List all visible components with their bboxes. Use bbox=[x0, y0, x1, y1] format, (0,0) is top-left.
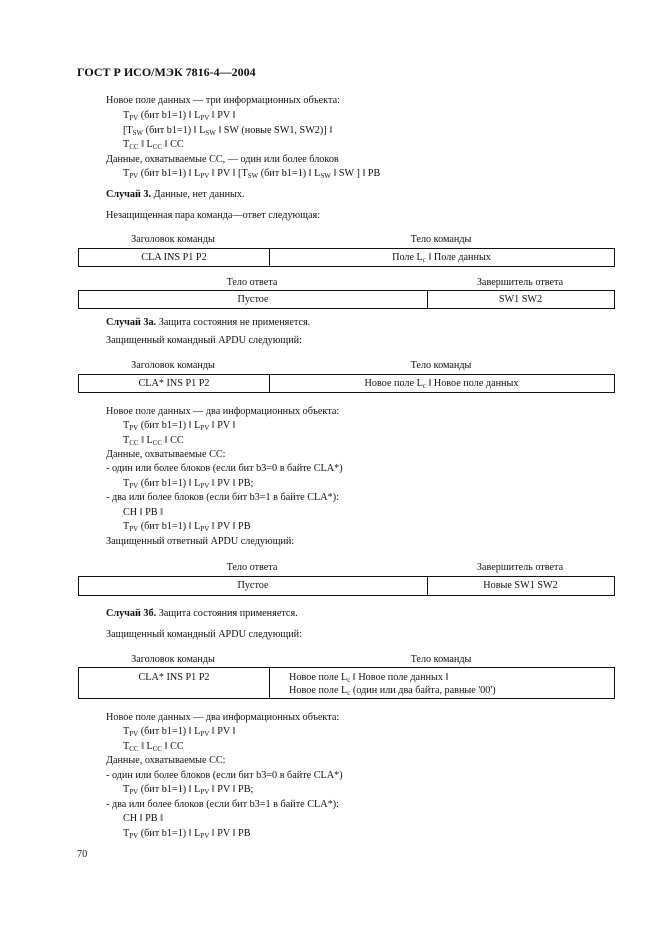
paragraph-protected-command: Защищенный командный APDU следующий: bbox=[106, 335, 302, 346]
command-table bbox=[78, 248, 615, 267]
formula-line: $T_{CC}$ ‖ $L_{CC}$ ‖ CC bbox=[123, 741, 184, 753]
paragraph-cc-data: Данные, охватываемые CC, — один или более блоков bbox=[106, 154, 339, 165]
case-3b-heading: Случай 3б. Защита состояния применяется. bbox=[106, 608, 298, 619]
list-item: - один или более блоков (если бит b3=0 в байте CLA*) bbox=[106, 770, 343, 781]
column-header: Заголовок команды bbox=[131, 234, 215, 245]
page-number: 70 bbox=[77, 849, 88, 860]
table-cell: CLA INS P1 P2 bbox=[141, 251, 207, 263]
table-cell: SW1 SW2 bbox=[498, 293, 543, 305]
formula-line: $T_{CC}$ ‖ $L_{CC}$ ‖ CC bbox=[123, 435, 184, 447]
command-table bbox=[78, 374, 615, 393]
formula-line: CH ‖ PB ‖ bbox=[123, 507, 163, 518]
column-header: Тело команды bbox=[410, 654, 472, 665]
formula-line: $T_{PV}$ (бит b1=1) ‖ $L_{PV}$ ‖ PV ‖ bbox=[123, 420, 236, 432]
table-cell: CLA* INS P1 P2 bbox=[138, 672, 210, 683]
formula-line: $T_{PV}$ (бит b1=1) ‖ $L_{PV}$ ‖ PV ‖ bbox=[123, 110, 236, 122]
column-header: Тело команды bbox=[410, 360, 472, 371]
paragraph-protected-command: Защищенный командный APDU следующий: bbox=[106, 629, 302, 640]
table-cell: Новое поле $L_c$ ‖ Новое поле данных bbox=[364, 377, 519, 390]
table-cell: Новое поле $L_c$ ‖ Новое поле данных ‖ Новое поле $L_c$ (один или два байта, равные '00') bbox=[289, 672, 496, 697]
formula-line: $T_{PV}$ (бит b1=1) ‖ $L_{PV}$ ‖ PV ‖ PB bbox=[123, 521, 251, 533]
table-cell: Пустое bbox=[237, 293, 269, 305]
table-cell: Пустое bbox=[237, 580, 269, 591]
paragraph-protected-response: Защищенный ответный APDU следующий: bbox=[106, 536, 295, 547]
table-cell: CLA* INS P1 P2 bbox=[138, 377, 210, 389]
formula-line: $T_{PV}$ (бит b1=1) ‖ $L_{PV}$ ‖ PV ‖ PB; bbox=[123, 784, 254, 796]
command-table bbox=[78, 667, 615, 699]
paragraph-unprotected: Незащищенная пара команда—ответ следующая: bbox=[106, 210, 321, 221]
column-header: Тело ответа bbox=[226, 562, 278, 573]
column-header: Тело команды bbox=[410, 234, 472, 245]
paragraph-cc-data: Данные, охватываемые CC: bbox=[106, 449, 226, 460]
paragraph-cc-data: Данные, охватываемые CC: bbox=[106, 755, 226, 766]
response-table bbox=[78, 290, 615, 309]
column-header: Завершитель ответа bbox=[476, 277, 564, 288]
formula-line: $T_{CC}$ ‖ $L_{CC}$ ‖ CC bbox=[123, 139, 184, 151]
column-header: Тело ответа bbox=[226, 277, 278, 288]
formula-line: $T_{PV}$ (бит b1=1) ‖ $L_{PV}$ ‖ PV ‖ PB bbox=[123, 828, 251, 840]
paragraph-new-data-field: Новое поле данных — три информационных объекта: bbox=[106, 95, 340, 106]
list-item: - два или более блоков (если бит b3=1 в байте CLA*): bbox=[106, 799, 339, 810]
response-table bbox=[78, 576, 615, 596]
case-3-heading: Случай 3. Данные, нет данных. bbox=[106, 189, 245, 200]
paragraph-new-data-field: Новое поле данных — два информационных объекта: bbox=[106, 712, 340, 723]
formula-line: $T_{PV}$ (бит b1=1) ‖ $L_{PV}$ ‖ PV ‖ [$T_{SW}$ (бит b1=1) ‖ $L_{SW}$ ‖ SW ] ‖ PB bbox=[123, 168, 381, 180]
table-cell: Поле $L_c$ ‖ Поле данных bbox=[392, 251, 491, 264]
column-header: Заголовок команды bbox=[131, 360, 215, 371]
column-header: Заголовок команды bbox=[131, 654, 215, 665]
formula-line: $T_{PV}$ (бит b1=1) ‖ $L_{PV}$ ‖ PV ‖ PB; bbox=[123, 478, 254, 490]
column-header: Завершитель ответа bbox=[476, 562, 564, 573]
table-cell: Новые SW1 SW2 bbox=[483, 580, 558, 591]
paragraph-new-data-field: Новое поле данных — два информационных объекта: bbox=[106, 406, 340, 417]
list-item: - два или более блоков (если бит b3=1 в байте CLA*): bbox=[106, 492, 339, 503]
case-3a-heading: Случай 3а. Защита состояния не применяется. bbox=[106, 317, 311, 328]
formula-line: $T_{PV}$ (бит b1=1) ‖ $L_{PV}$ ‖ PV ‖ bbox=[123, 726, 236, 738]
formula-line: CH ‖ PB ‖ bbox=[123, 813, 163, 824]
formula-line: [$T_{SW}$ (бит b1=1) ‖ $L_{SW}$ ‖ SW (новые SW1, SW2)] ‖ bbox=[123, 125, 333, 137]
document-header: ГОСТ Р ИСО/МЭК 7816-4—2004 bbox=[77, 65, 256, 79]
list-item: - один или более блоков (если бит b3=0 в байте CLA*) bbox=[106, 463, 343, 474]
